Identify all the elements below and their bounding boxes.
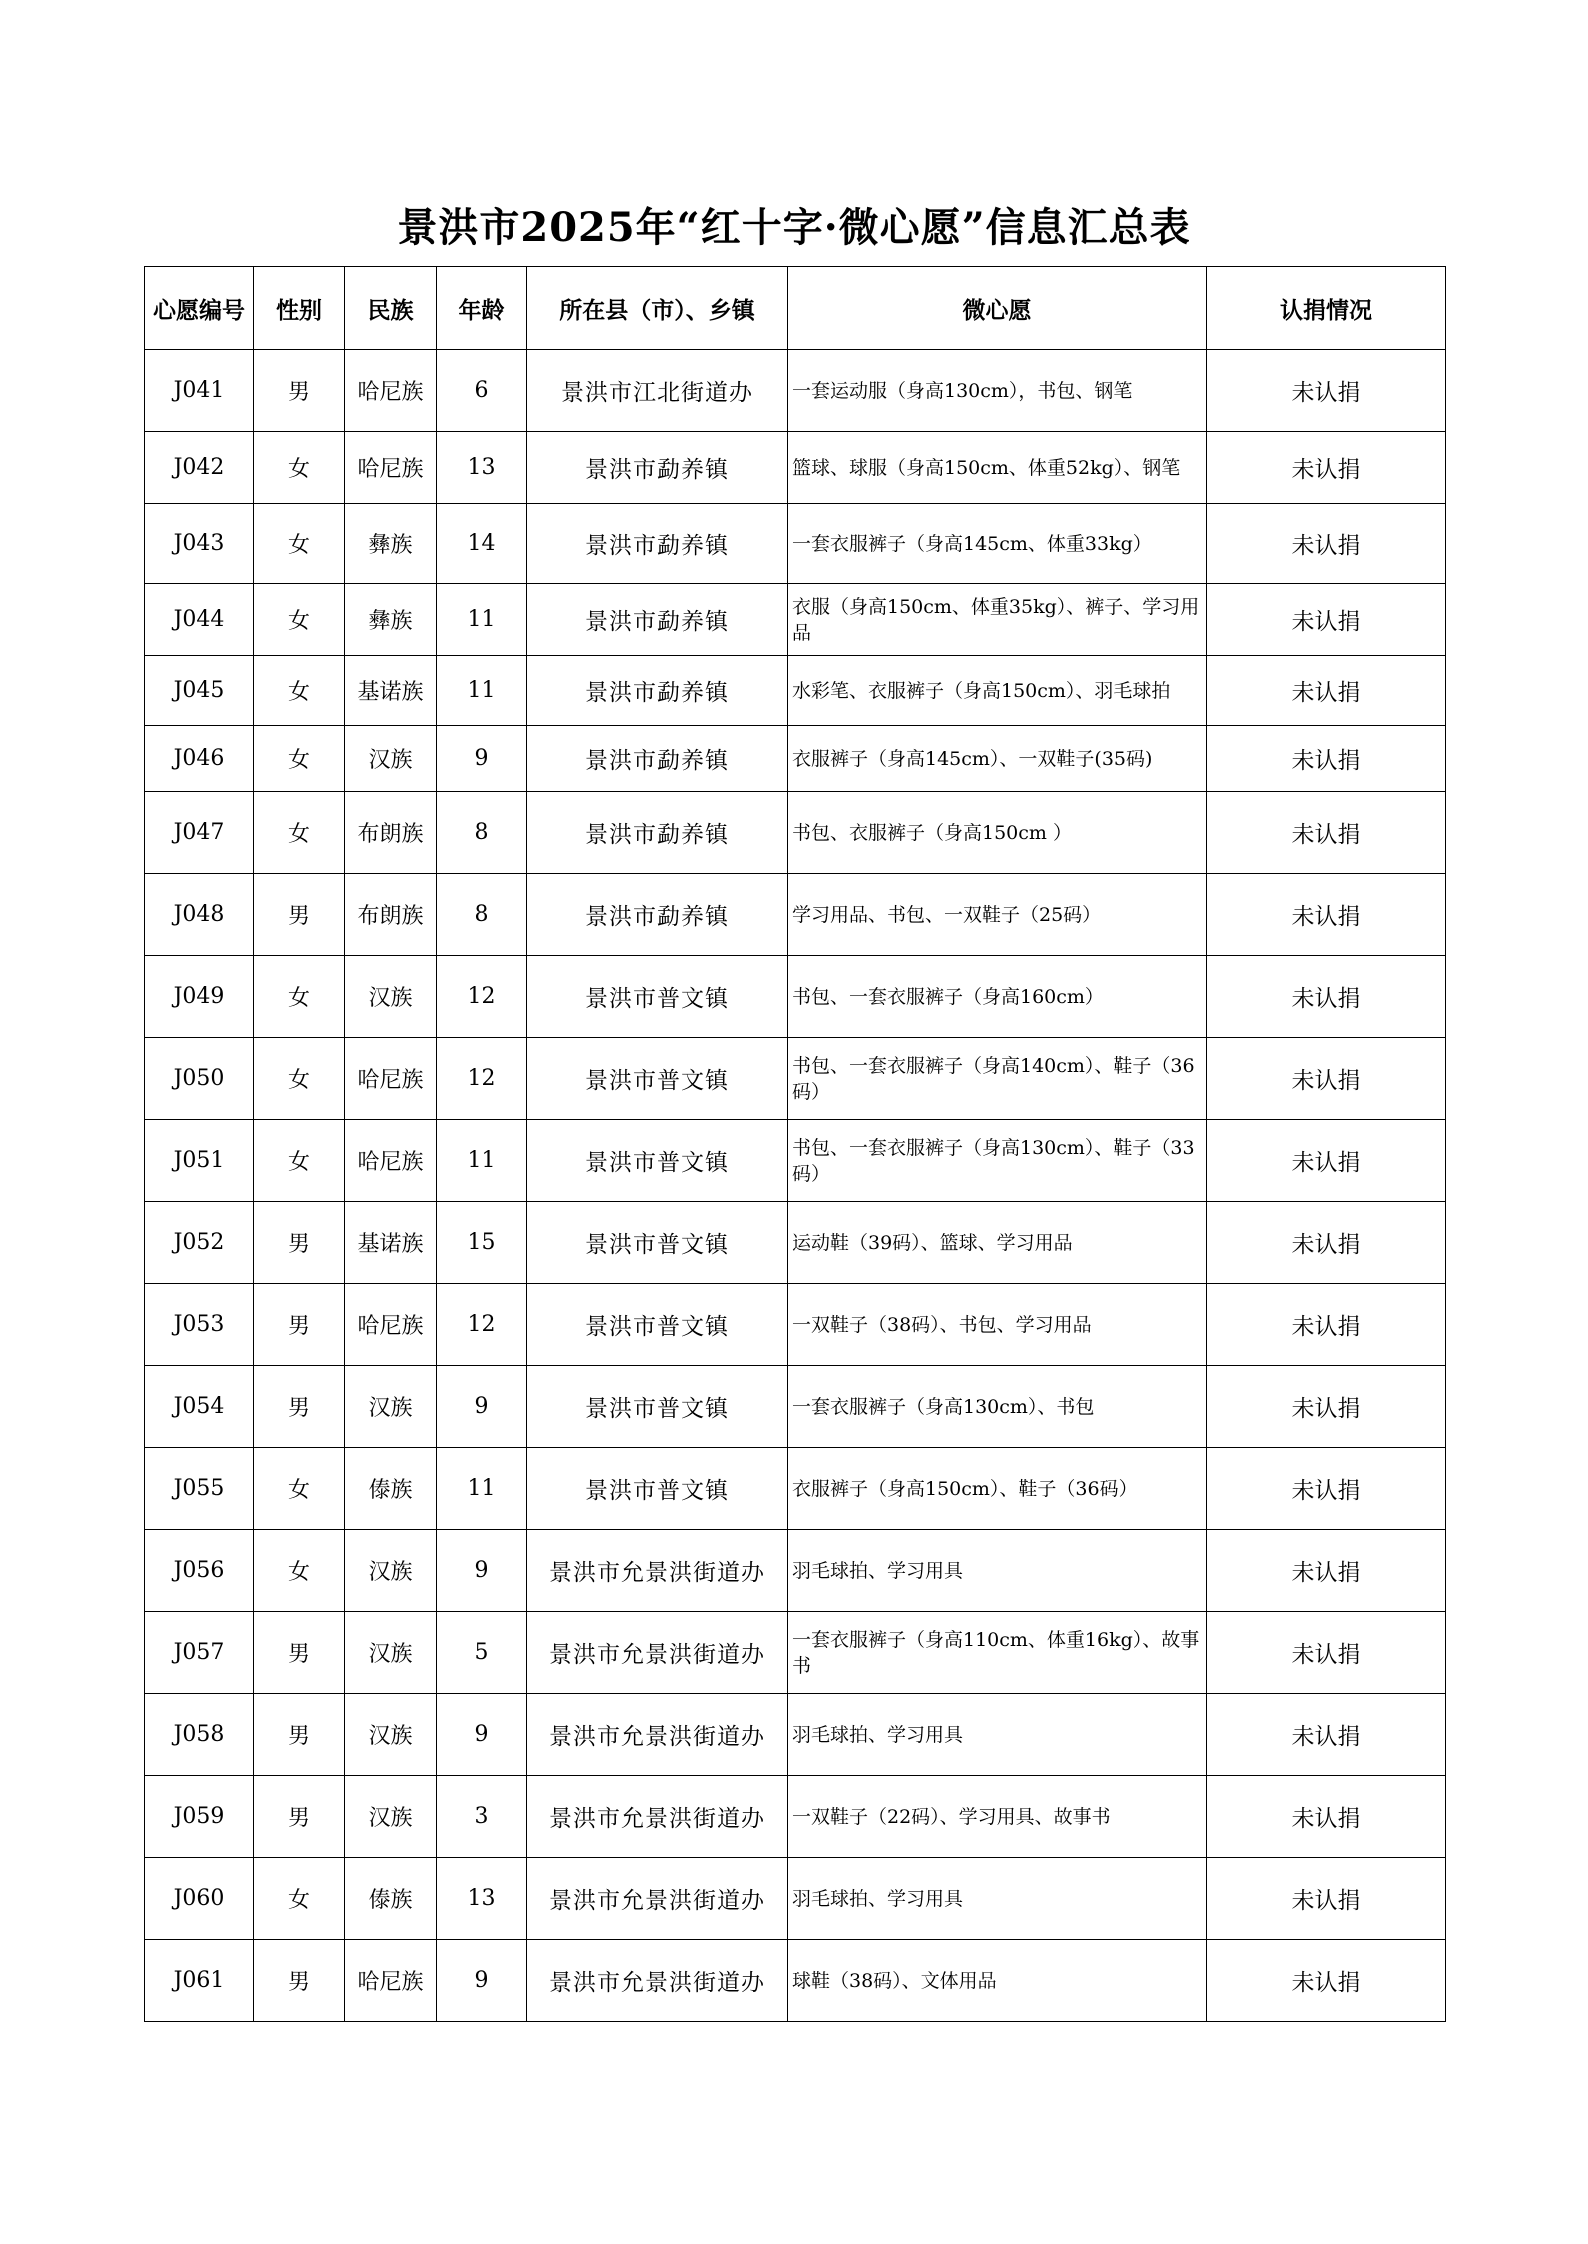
cell-town: 景洪市勐养镇: [527, 656, 788, 726]
cell-status: 未认捐: [1207, 792, 1446, 874]
cell-wish-id: J046: [145, 726, 254, 792]
cell-town: 景洪市允景洪街道办: [527, 1612, 788, 1694]
cell-wish-id: J045: [145, 656, 254, 726]
cell-age: 9: [437, 1694, 527, 1776]
table-row: [145, 956, 1446, 1038]
cell-status: 未认捐: [1207, 656, 1446, 726]
cell-ethnicity: 布朗族: [345, 874, 437, 956]
cell-ethnicity: 汉族: [345, 1776, 437, 1858]
cell-gender: 女: [254, 656, 345, 726]
cell-gender: 女: [254, 1858, 345, 1940]
cell-age: 8: [437, 792, 527, 874]
cell-age: 11: [437, 1448, 527, 1530]
cell-wish-id: J048: [145, 874, 254, 956]
cell-wish: 羽毛球拍、学习用具: [788, 1530, 1207, 1612]
cell-wish: 一套衣服裤子（身高130cm）、书包: [788, 1366, 1207, 1448]
cell-age: 12: [437, 1284, 527, 1366]
cell-wish-id: J041: [145, 350, 254, 432]
table-row: [145, 1366, 1446, 1448]
cell-wish-id: J057: [145, 1612, 254, 1694]
cell-status: 未认捐: [1207, 504, 1446, 584]
cell-wish-id: J054: [145, 1366, 254, 1448]
cell-age: 11: [437, 1120, 527, 1202]
cell-town: 景洪市普文镇: [527, 1202, 788, 1284]
table-row: [145, 584, 1446, 656]
cell-ethnicity: 彝族: [345, 584, 437, 656]
table-row: [145, 874, 1446, 956]
cell-gender: 女: [254, 1120, 345, 1202]
cell-wish: 衣服裤子（身高145cm）、一双鞋子(35码): [788, 726, 1207, 792]
header-ethnicity: 民族: [345, 267, 437, 350]
cell-gender: 女: [254, 956, 345, 1038]
table-row: [145, 350, 1446, 432]
table-row: [145, 1038, 1446, 1120]
table-row: [145, 1448, 1446, 1530]
cell-gender: 女: [254, 1530, 345, 1612]
cell-status: 未认捐: [1207, 1612, 1446, 1694]
cell-status: 未认捐: [1207, 1366, 1446, 1448]
cell-town: 景洪市普文镇: [527, 956, 788, 1038]
cell-ethnicity: 彝族: [345, 504, 437, 584]
cell-age: 9: [437, 1530, 527, 1612]
cell-town: 景洪市江北街道办: [527, 350, 788, 432]
cell-age: 3: [437, 1776, 527, 1858]
cell-age: 14: [437, 504, 527, 584]
cell-wish: 一套运动服（身高130cm），书包、钢笔: [788, 350, 1207, 432]
cell-ethnicity: 汉族: [345, 1694, 437, 1776]
cell-town: 景洪市普文镇: [527, 1448, 788, 1530]
cell-gender: 女: [254, 726, 345, 792]
cell-wish: 羽毛球拍、学习用具: [788, 1858, 1207, 1940]
cell-wish-id: J042: [145, 432, 254, 504]
cell-status: 未认捐: [1207, 432, 1446, 504]
cell-ethnicity: 基诺族: [345, 656, 437, 726]
cell-ethnicity: 基诺族: [345, 1202, 437, 1284]
cell-wish: 衣服裤子（身高150cm）、鞋子（36码）: [788, 1448, 1207, 1530]
cell-wish-id: J044: [145, 584, 254, 656]
cell-gender: 女: [254, 432, 345, 504]
cell-age: 9: [437, 1940, 527, 2022]
cell-wish: 篮球、球服（身高150cm、体重52kg）、钢笔: [788, 432, 1207, 504]
cell-wish: 运动鞋（39码）、篮球、学习用品: [788, 1202, 1207, 1284]
cell-gender: 男: [254, 874, 345, 956]
cell-ethnicity: 哈尼族: [345, 1284, 437, 1366]
cell-gender: 男: [254, 1612, 345, 1694]
cell-wish-id: J051: [145, 1120, 254, 1202]
cell-town: 景洪市普文镇: [527, 1038, 788, 1120]
cell-ethnicity: 布朗族: [345, 792, 437, 874]
header-gender: 性别: [254, 267, 345, 350]
table-row: [145, 504, 1446, 584]
table-row: [145, 432, 1446, 504]
table-row: [145, 656, 1446, 726]
cell-ethnicity: 哈尼族: [345, 1038, 437, 1120]
cell-ethnicity: 哈尼族: [345, 350, 437, 432]
cell-wish: 水彩笔、衣服裤子（身高150cm）、羽毛球拍: [788, 656, 1207, 726]
cell-gender: 男: [254, 1776, 345, 1858]
cell-wish: 一套衣服裤子（身高110cm、体重16kg）、故事书: [788, 1612, 1207, 1694]
table-body: [145, 350, 1446, 2022]
cell-ethnicity: 汉族: [345, 726, 437, 792]
cell-status: 未认捐: [1207, 726, 1446, 792]
table-row: [145, 1694, 1446, 1776]
cell-wish: 一双鞋子（38码）、书包、学习用品: [788, 1284, 1207, 1366]
header-age: 年龄: [437, 267, 527, 350]
header-town: 所在县（市）、乡镇: [527, 267, 788, 350]
cell-town: 景洪市普文镇: [527, 1366, 788, 1448]
table-row: [145, 726, 1446, 792]
cell-ethnicity: 傣族: [345, 1858, 437, 1940]
cell-wish: 一套衣服裤子（身高145cm、体重33kg）: [788, 504, 1207, 584]
table-row: [145, 792, 1446, 874]
cell-town: 景洪市普文镇: [527, 1284, 788, 1366]
cell-town: 景洪市勐养镇: [527, 584, 788, 656]
cell-town: 景洪市勐养镇: [527, 432, 788, 504]
cell-ethnicity: 汉族: [345, 1530, 437, 1612]
cell-town: 景洪市允景洪街道办: [527, 1694, 788, 1776]
cell-wish-id: J056: [145, 1530, 254, 1612]
cell-wish-id: J053: [145, 1284, 254, 1366]
cell-ethnicity: 汉族: [345, 1612, 437, 1694]
cell-gender: 女: [254, 504, 345, 584]
cell-wish-id: J050: [145, 1038, 254, 1120]
cell-town: 景洪市勐养镇: [527, 792, 788, 874]
cell-status: 未认捐: [1207, 1284, 1446, 1366]
cell-town: 景洪市允景洪街道办: [527, 1530, 788, 1612]
table-row: [145, 1202, 1446, 1284]
cell-status: 未认捐: [1207, 956, 1446, 1038]
cell-gender: 男: [254, 1940, 345, 2022]
cell-gender: 男: [254, 1366, 345, 1448]
table-row: [145, 1776, 1446, 1858]
cell-status: 未认捐: [1207, 1858, 1446, 1940]
cell-age: 9: [437, 726, 527, 792]
cell-gender: 男: [254, 350, 345, 432]
cell-age: 12: [437, 956, 527, 1038]
cell-wish: 一双鞋子（22码）、学习用具、故事书: [788, 1776, 1207, 1858]
cell-town: 景洪市勐养镇: [527, 726, 788, 792]
cell-status: 未认捐: [1207, 1530, 1446, 1612]
cell-ethnicity: 汉族: [345, 1366, 437, 1448]
table-row: [145, 1612, 1446, 1694]
cell-ethnicity: 哈尼族: [345, 1940, 437, 2022]
header-status: 认捐情况: [1207, 267, 1446, 350]
table-row: [145, 1940, 1446, 2022]
cell-wish-id: J043: [145, 504, 254, 584]
header-wish: 微心愿: [788, 267, 1207, 350]
table-header-row: [145, 267, 1446, 350]
cell-wish: 羽毛球拍、学习用具: [788, 1694, 1207, 1776]
cell-status: 未认捐: [1207, 584, 1446, 656]
cell-town: 景洪市勐养镇: [527, 504, 788, 584]
cell-wish-id: J049: [145, 956, 254, 1038]
cell-status: 未认捐: [1207, 1776, 1446, 1858]
cell-gender: 男: [254, 1284, 345, 1366]
cell-town: 景洪市允景洪街道办: [527, 1858, 788, 1940]
cell-wish-id: J052: [145, 1202, 254, 1284]
header-wish-id: 心愿编号: [145, 267, 254, 350]
cell-wish: 书包、一套衣服裤子（身高130cm）、鞋子（33码）: [788, 1120, 1207, 1202]
cell-status: 未认捐: [1207, 1038, 1446, 1120]
table-row: [145, 1120, 1446, 1202]
table-row: [145, 1284, 1446, 1366]
cell-gender: 女: [254, 792, 345, 874]
page-title: 景洪市2025年“红十字·微心愿”信息汇总表: [397, 204, 1191, 251]
cell-wish-id: J059: [145, 1776, 254, 1858]
cell-status: 未认捐: [1207, 350, 1446, 432]
cell-wish-id: J047: [145, 792, 254, 874]
cell-status: 未认捐: [1207, 1202, 1446, 1284]
cell-gender: 男: [254, 1694, 345, 1776]
cell-gender: 男: [254, 1202, 345, 1284]
cell-wish: 衣服（身高150cm、体重35kg）、裤子、学习用品: [788, 584, 1207, 656]
cell-status: 未认捐: [1207, 1940, 1446, 2022]
cell-status: 未认捐: [1207, 1120, 1446, 1202]
cell-gender: 女: [254, 1038, 345, 1120]
cell-town: 景洪市普文镇: [527, 1120, 788, 1202]
cell-status: 未认捐: [1207, 1448, 1446, 1530]
cell-ethnicity: 傣族: [345, 1448, 437, 1530]
cell-town: 景洪市允景洪街道办: [527, 1776, 788, 1858]
cell-status: 未认捐: [1207, 1694, 1446, 1776]
cell-wish-id: J061: [145, 1940, 254, 2022]
cell-age: 6: [437, 350, 527, 432]
cell-wish-id: J058: [145, 1694, 254, 1776]
table-row: [145, 1530, 1446, 1612]
cell-age: 15: [437, 1202, 527, 1284]
cell-age: 5: [437, 1612, 527, 1694]
cell-ethnicity: 哈尼族: [345, 432, 437, 504]
cell-wish-id: J055: [145, 1448, 254, 1530]
cell-age: 13: [437, 432, 527, 504]
cell-age: 13: [437, 1858, 527, 1940]
cell-status: 未认捐: [1207, 874, 1446, 956]
cell-age: 8: [437, 874, 527, 956]
cell-ethnicity: 哈尼族: [345, 1120, 437, 1202]
wish-summary-table: [144, 266, 1446, 2022]
cell-gender: 女: [254, 584, 345, 656]
cell-town: 景洪市勐养镇: [527, 874, 788, 956]
cell-age: 9: [437, 1366, 527, 1448]
cell-age: 12: [437, 1038, 527, 1120]
cell-gender: 女: [254, 1448, 345, 1530]
cell-age: 11: [437, 584, 527, 656]
cell-town: 景洪市允景洪街道办: [527, 1940, 788, 2022]
cell-wish-id: J060: [145, 1858, 254, 1940]
table-row: [145, 1858, 1446, 1940]
cell-wish: 书包、一套衣服裤子（身高160cm）: [788, 956, 1207, 1038]
cell-wish: 书包、一套衣服裤子（身高140cm）、鞋子（36码）: [788, 1038, 1207, 1120]
cell-wish: 学习用品、书包、一双鞋子（25码）: [788, 874, 1207, 956]
cell-wish: 球鞋（38码）、文体用品: [788, 1940, 1207, 2022]
cell-wish: 书包、衣服裤子（身高150cm ）: [788, 792, 1207, 874]
cell-age: 11: [437, 656, 527, 726]
cell-ethnicity: 汉族: [345, 956, 437, 1038]
